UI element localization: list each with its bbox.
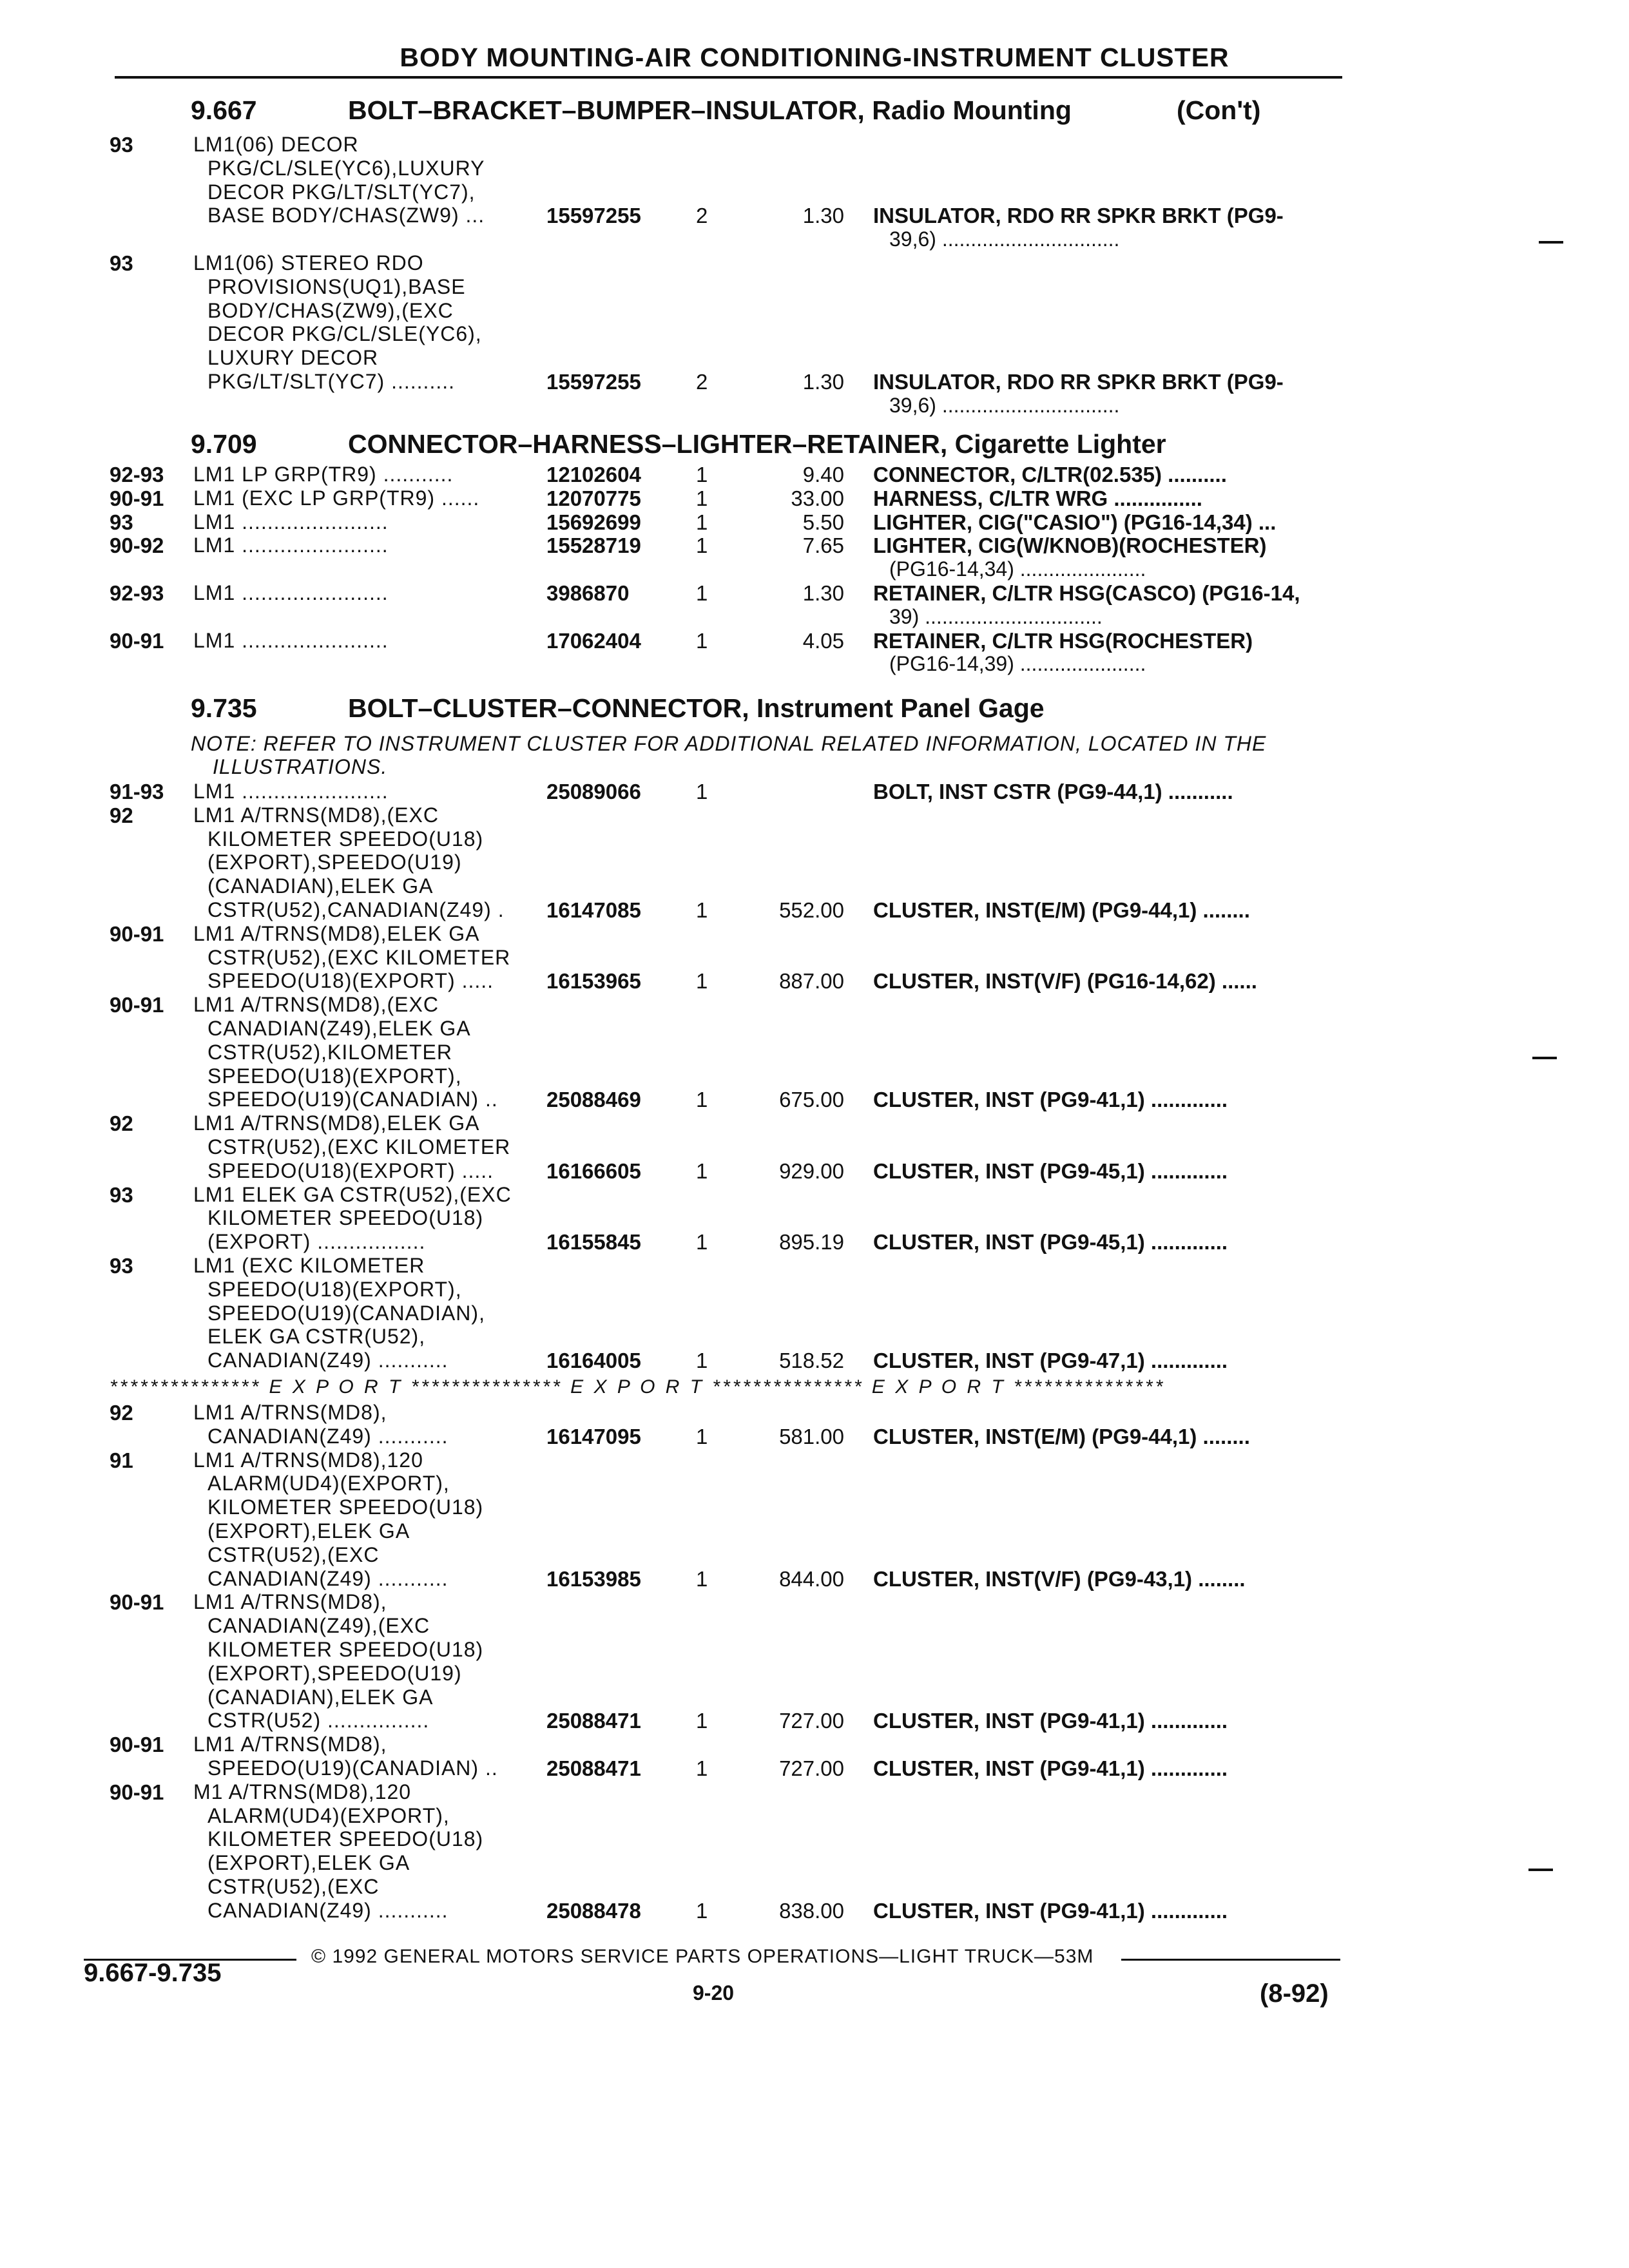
section-title: BOLT–BRACKET–BUMPER–INSULATOR, Radio Mounting [348, 95, 1072, 125]
footer-rule-right [1121, 1959, 1340, 1961]
quantity: 1 [696, 510, 708, 534]
quantity: 2 [696, 204, 708, 228]
usage-description: BODY/CHAS(ZW9),(EXC [207, 298, 454, 322]
unit-price: 581.00 [779, 1424, 844, 1448]
usage-description: CSTR(U52),(EXC KILOMETER [207, 1135, 511, 1158]
usage-description: LM1 ....................... [193, 533, 389, 557]
usage-description: SPEEDO(U18)(EXPORT), [207, 1277, 462, 1301]
quantity: 1 [696, 581, 708, 605]
part-name: CLUSTER, INST(V/F) (PG16-14,62) ...... [873, 969, 1257, 994]
part-number: 15692699 [546, 510, 641, 534]
unit-price: 727.00 [779, 1709, 844, 1733]
section-note: ILLUSTRATIONS. [213, 755, 388, 778]
export-divider: *************** E X P O R T *************** E X P O R T *************** E X P O R T *************** [110, 1376, 1166, 1398]
usage-description: LM1 A/TRNS(MD8), [193, 1401, 387, 1424]
usage-description: LM1 A/TRNS(MD8), [193, 1733, 387, 1756]
quantity: 1 [696, 628, 708, 653]
usage-description: (CANADIAN),ELEK GA [207, 1685, 434, 1709]
section-title: BOLT–CLUSTER–CONNECTOR, Instrument Panel Gage [348, 693, 1045, 723]
usage-description: KILOMETER SPEEDO(U18) [207, 1495, 484, 1519]
usage-description: ALARM(UD4)(EXPORT), [207, 1472, 450, 1495]
usage-description: ELEK GA CSTR(U52), [207, 1325, 426, 1349]
part-name-continued: 39,6) ............................... [889, 227, 1120, 251]
part-number: 17062404 [546, 628, 641, 653]
usage-description: (CANADIAN),ELEK GA [207, 874, 434, 898]
model-years: 92-93 [110, 463, 164, 486]
part-name-continued: (PG16-14,34) ...................... [889, 557, 1146, 581]
quantity: 1 [696, 1349, 708, 1373]
quantity: 1 [696, 780, 708, 803]
quantity: 1 [696, 1158, 708, 1183]
part-number: 15528719 [546, 533, 641, 558]
usage-description: CANADIAN(Z49) ........... [207, 1898, 448, 1922]
model-years: 93 [110, 251, 133, 275]
part-name: CLUSTER, INST (PG9-41,1) ............. [873, 1088, 1228, 1112]
unit-price: 1.30 [802, 204, 844, 228]
usage-description: CANADIAN(Z49) ........... [207, 1349, 448, 1372]
part-name: CLUSTER, INST (PG9-41,1) ............. [873, 1756, 1228, 1780]
quantity: 2 [696, 370, 708, 394]
part-name: CLUSTER, INST(V/F) (PG9-43,1) ........ [873, 1566, 1246, 1591]
model-years: 93 [110, 1254, 133, 1278]
usage-description: PKG/LT/SLT(YC7) .......... [207, 370, 455, 393]
part-name: CONNECTOR, C/LTR(02.535) .......... [873, 463, 1227, 486]
part-number: 12070775 [546, 486, 641, 510]
usage-description: CSTR(U52),(EXC [207, 1874, 380, 1898]
part-name: CLUSTER, INST (PG9-45,1) ............. [873, 1158, 1228, 1183]
usage-description: (EXPORT),ELEK GA [207, 1519, 410, 1542]
usage-description: SPEEDO(U18)(EXPORT) ..... [207, 1158, 494, 1182]
usage-description: SPEEDO(U19)(CANADIAN) .. [207, 1088, 498, 1111]
usage-description: PKG/CL/SLE(YC6),LUXURY [207, 156, 485, 180]
usage-description: CSTR(U52),CANADIAN(Z49) . [207, 898, 505, 921]
usage-description: (EXPORT),SPEEDO(U19) [207, 1661, 462, 1685]
quantity: 1 [696, 533, 708, 558]
part-number: 3986870 [546, 581, 630, 605]
part-number: 25088469 [546, 1088, 641, 1112]
unit-price: 552.00 [779, 898, 844, 922]
part-name-continued: (PG16-14,39) ...................... [889, 652, 1146, 676]
usage-description: LM1 (EXC KILOMETER [193, 1254, 425, 1277]
usage-description: LM1 ....................... [193, 780, 389, 803]
usage-description: PROVISIONS(UQ1),BASE [207, 274, 466, 298]
usage-description: CANADIAN(Z49),ELEK GA [207, 1016, 471, 1040]
model-years: 92 [110, 1401, 133, 1425]
usage-description: LM1(06) STEREO RDO [193, 251, 424, 274]
part-name: HARNESS, C/LTR WRG ............... [873, 486, 1202, 510]
part-name: INSULATOR, RDO RR SPKR BRKT (PG9- [873, 204, 1284, 228]
part-name: LIGHTER, CIG("CASIO") (PG16-14,34) ... [873, 510, 1277, 534]
usage-description: DECOR PKG/CL/SLE(YC6), [207, 322, 482, 346]
quantity: 1 [696, 1898, 708, 1923]
quantity: 1 [696, 1566, 708, 1591]
usage-description: ALARM(UD4)(EXPORT), [207, 1803, 450, 1827]
model-years: 90-91 [110, 993, 164, 1017]
part-number: 15597255 [546, 204, 641, 228]
usage-description: KILOMETER SPEEDO(U18) [207, 1637, 484, 1661]
usage-description: CSTR(U52) ................ [207, 1709, 430, 1733]
model-years: 93 [110, 1182, 133, 1207]
footer-page-number: 9-20 [693, 1981, 735, 2004]
usage-description: KILOMETER SPEEDO(U18) [207, 827, 484, 850]
unit-price: 9.40 [802, 463, 844, 486]
usage-description: LM1 A/TRNS(MD8),(EXC [193, 993, 439, 1017]
usage-description: LM1 ....................... [193, 510, 389, 533]
model-years: 90-92 [110, 533, 164, 558]
part-name: CLUSTER, INST(E/M) (PG9-44,1) ........ [873, 898, 1250, 922]
part-number: 15597255 [546, 370, 641, 394]
model-years: 90-91 [110, 1780, 164, 1804]
footer-range: 9.667-9.735 [84, 1959, 222, 1987]
model-years: 91 [110, 1448, 133, 1472]
unit-price: 4.05 [802, 628, 844, 653]
footer-date: (8-92) [1260, 1979, 1329, 2008]
footer-copyright: © 1992 GENERAL MOTORS SERVICE PARTS OPERATIONS—LIGHT TRUCK—53M [311, 1946, 1094, 1967]
section-number: 9.667 [191, 95, 257, 125]
model-years: 90-91 [110, 628, 164, 653]
section-number: 9.735 [191, 693, 257, 723]
usage-description: LM1 A/TRNS(MD8),(EXC [193, 803, 439, 827]
usage-description: KILOMETER SPEEDO(U18) [207, 1827, 484, 1851]
section-title: CONNECTOR–HARNESS–LIGHTER–RETAINER, Cigarette Lighter [348, 429, 1166, 459]
part-number: 25088478 [546, 1898, 641, 1923]
unit-price: 838.00 [779, 1898, 844, 1923]
unit-price: 1.30 [802, 370, 844, 394]
usage-description: (EXPORT) ................. [207, 1230, 426, 1254]
part-name: CLUSTER, INST(E/M) (PG9-44,1) ........ [873, 1424, 1250, 1448]
quantity: 1 [696, 1088, 708, 1112]
model-years: 92 [110, 803, 133, 827]
unit-price: 518.52 [779, 1349, 844, 1373]
margin-mark [1528, 1869, 1553, 1871]
quantity: 1 [696, 463, 708, 486]
unit-price: 675.00 [779, 1088, 844, 1112]
part-number: 16166605 [546, 1158, 641, 1183]
part-name: LIGHTER, CIG(W/KNOB)(ROCHESTER) [873, 533, 1267, 558]
model-years: 93 [110, 510, 133, 534]
usage-description: LM1 A/TRNS(MD8), [193, 1590, 387, 1614]
part-number: 16147085 [546, 898, 641, 922]
usage-description: LM1 (EXC LP GRP(TR9) ...... [193, 486, 480, 510]
usage-description: SPEEDO(U18)(EXPORT) ..... [207, 969, 494, 993]
usage-description: (EXPORT),ELEK GA [207, 1851, 410, 1875]
part-name: CLUSTER, INST (PG9-41,1) ............. [873, 1898, 1228, 1923]
usage-description: CANADIAN(Z49) ........... [207, 1424, 448, 1448]
running-title: BODY MOUNTING-AIR CONDITIONING-INSTRUMENT CLUSTER [400, 43, 1229, 72]
part-name: CLUSTER, INST (PG9-47,1) ............. [873, 1349, 1228, 1373]
usage-description: LM1 A/TRNS(MD8),120 [193, 1448, 423, 1472]
model-years: 92 [110, 1111, 133, 1136]
unit-price: 929.00 [779, 1158, 844, 1183]
part-number: 25088471 [546, 1709, 641, 1733]
usage-description: LM1 ELEK GA CSTR(U52),(EXC [193, 1182, 512, 1206]
usage-description: CANADIAN(Z49) ........... [207, 1566, 448, 1590]
part-name: RETAINER, C/LTR HSG(CASCO) (PG16-14, [873, 581, 1300, 605]
unit-price: 7.65 [802, 533, 844, 558]
usage-description: CANADIAN(Z49),(EXC [207, 1614, 430, 1638]
margin-mark [1539, 241, 1563, 244]
model-years: 93 [110, 133, 133, 157]
unit-price: 33.00 [791, 486, 844, 510]
usage-description: LM1 A/TRNS(MD8),ELEK GA [193, 1111, 480, 1135]
unit-price: 887.00 [779, 969, 844, 994]
part-name-continued: 39,6) ............................... [889, 393, 1120, 417]
usage-description: LM1 ....................... [193, 581, 389, 604]
usage-description: CSTR(U52),(EXC KILOMETER [207, 945, 511, 969]
part-name: INSULATOR, RDO RR SPKR BRKT (PG9- [873, 370, 1284, 394]
unit-price: 844.00 [779, 1566, 844, 1591]
usage-description: LM1 ....................... [193, 628, 389, 652]
usage-description: M1 A/TRNS(MD8),120 [193, 1780, 412, 1803]
usage-description: LM1(06) DECOR [193, 133, 359, 156]
model-years: 91-93 [110, 780, 164, 803]
quantity: 1 [696, 1424, 708, 1448]
part-number: 16153985 [546, 1566, 641, 1591]
part-number: 16147095 [546, 1424, 641, 1448]
usage-description: SPEEDO(U18)(EXPORT), [207, 1064, 462, 1088]
usage-description: DECOR PKG/LT/SLT(YC7), [207, 180, 476, 204]
unit-price: 5.50 [802, 510, 844, 534]
unit-price: 895.19 [779, 1230, 844, 1254]
usage-description: LM1 LP GRP(TR9) ........... [193, 463, 454, 486]
usage-description: LM1 A/TRNS(MD8),ELEK GA [193, 921, 480, 945]
part-name-continued: 39) ............................... [889, 604, 1103, 628]
part-name: BOLT, INST CSTR (PG9-44,1) ........... [873, 780, 1233, 803]
part-number: 16155845 [546, 1230, 641, 1254]
quantity: 1 [696, 969, 708, 994]
usage-description: LUXURY DECOR [207, 346, 379, 370]
part-number: 25089066 [546, 780, 641, 803]
usage-description: SPEEDO(U19)(CANADIAN) .. [207, 1756, 498, 1780]
usage-description: CSTR(U52),KILOMETER [207, 1040, 452, 1064]
model-years: 90-91 [110, 921, 164, 946]
quantity: 1 [696, 1709, 708, 1733]
part-name: CLUSTER, INST (PG9-41,1) ............. [873, 1709, 1228, 1733]
usage-description: (EXPORT),SPEEDO(U19) [207, 850, 462, 874]
part-name: RETAINER, C/LTR HSG(ROCHESTER) [873, 628, 1253, 653]
part-number: 25088471 [546, 1756, 641, 1780]
margin-mark [1532, 1057, 1557, 1059]
model-years: 92-93 [110, 581, 164, 605]
continued-label: (Con't) [1177, 95, 1261, 125]
header-rule [115, 76, 1342, 79]
usage-description: SPEEDO(U19)(CANADIAN), [207, 1301, 485, 1325]
quantity: 1 [696, 486, 708, 510]
section-number: 9.709 [191, 429, 257, 459]
quantity: 1 [696, 1756, 708, 1780]
quantity: 1 [696, 898, 708, 922]
part-number: 16164005 [546, 1349, 641, 1373]
usage-description: CSTR(U52),(EXC [207, 1542, 380, 1566]
part-number: 16153965 [546, 969, 641, 994]
usage-description: BASE BODY/CHAS(ZW9) ... [207, 204, 485, 227]
part-name: CLUSTER, INST (PG9-45,1) ............. [873, 1230, 1228, 1254]
unit-price: 727.00 [779, 1756, 844, 1780]
unit-price: 1.30 [802, 581, 844, 605]
section-note: NOTE: REFER TO INSTRUMENT CLUSTER FOR ADDITIONAL RELATED INFORMATION, LOCATED IN THE [191, 732, 1267, 755]
model-years: 90-91 [110, 1733, 164, 1757]
part-number: 12102604 [546, 463, 641, 486]
model-years: 90-91 [110, 1590, 164, 1615]
model-years: 90-91 [110, 486, 164, 510]
usage-description: KILOMETER SPEEDO(U18) [207, 1206, 484, 1230]
quantity: 1 [696, 1230, 708, 1254]
